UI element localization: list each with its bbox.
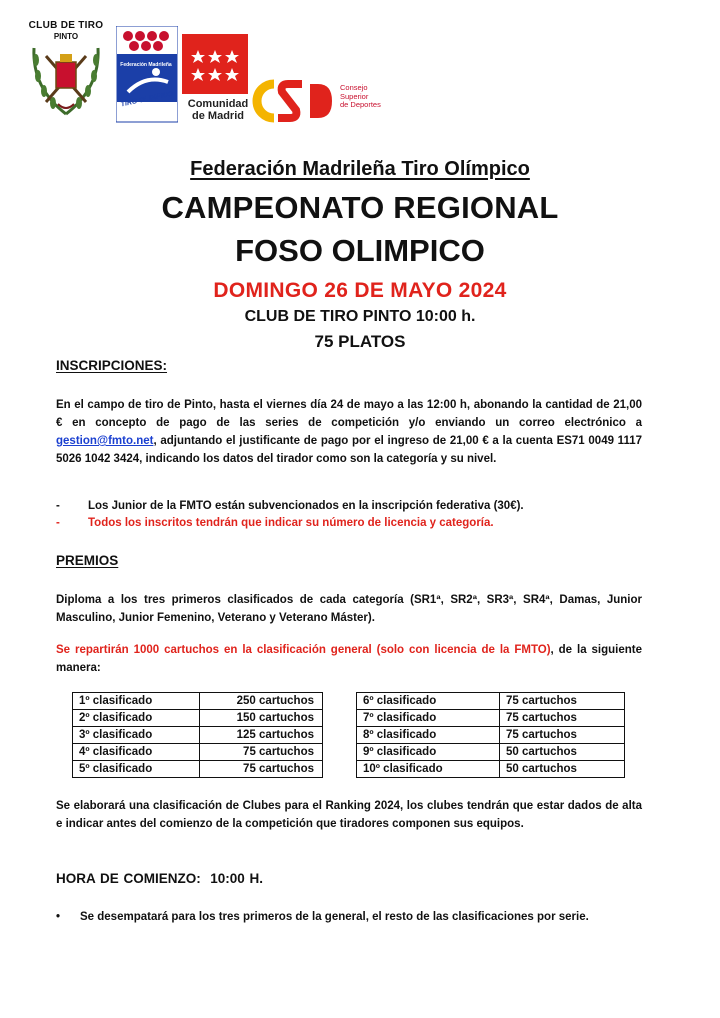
prize-place-cell: 6º clasificado [357, 693, 500, 710]
prize-amount-cell: 125 cartuchos [200, 727, 323, 744]
desempate-bullet [56, 908, 642, 926]
club-tiro-pinto-logo [24, 18, 108, 122]
prize-table-right [356, 692, 625, 778]
prize-amount-cell: 75 cartuchos [500, 727, 625, 744]
prize-row [73, 727, 323, 744]
prize-amount-cell: 75 cartuchos [200, 761, 323, 778]
prize-row [73, 693, 323, 710]
federation-heading: Federación Madrileña Tiro Olímpico [190, 158, 530, 180]
dash-marker: - [56, 517, 60, 529]
prize-row [73, 761, 323, 778]
prize-amount-cell: 75 cartuchos [500, 710, 625, 727]
event-venue: CLUB DE TIRO PINTO 10:00 h. [244, 308, 476, 325]
dash-marker: - [56, 500, 60, 512]
prize-place-cell: 1º clasificado [73, 693, 200, 710]
email-link[interactable]: gestion@fmto.net [56, 435, 154, 447]
inscripciones-heading: INSCRIPCIONES: [56, 358, 168, 373]
prize-amount-cell: 250 cartuchos [200, 693, 323, 710]
prize-place-cell: 3º clasificado [73, 727, 200, 744]
prize-place-cell: 8º clasificado [357, 727, 500, 744]
inscripciones-paragraph: En el campo de tiro de Pinto, hasta el viernes día 24 de mayo a las 12:00 h, abonando la cantidad de 21,00 € en concepto de pago de las series de competición y/o enviando un correo electrónico a gestion@fmto.net, adjuntando el justificante de pago por el ingreso de 21,00 € a la cuenta ES71 0049 1117 5026 1042 3424, indicando los datos del tirador como son la categoría y su nivel. [56, 399, 642, 465]
title-line-1: CAMPEONATO REGIONAL [161, 190, 559, 225]
fmto-logo-bottom-text: TIRO OLIMPICO [120, 90, 174, 109]
prize-place-cell: 2º clasificado [73, 710, 200, 727]
event-date: DOMINGO 26 DE MAYO 2024 [213, 279, 507, 302]
prize-row [73, 744, 323, 761]
club-logo-top-text: CLUB DE TIRO [28, 20, 104, 31]
title-line-2: FOSO OLIMPICO [235, 233, 485, 268]
reparto-paragraph: Se repartirán 1000 cartuchos en la clasificación general (solo con licencia de la FMTO), de la siguiente manera: [56, 644, 642, 674]
prize-amount-cell: 50 cartuchos [500, 761, 625, 778]
prize-row [357, 710, 625, 727]
bullet-licencia-text: Todos los inscritos tendrán que indicar su número de licencia y categoría. [88, 517, 494, 529]
club-logo-bottom-text: PINTO [53, 32, 79, 41]
prize-row [357, 693, 625, 710]
prize-amount-cell: 150 cartuchos [200, 710, 323, 727]
csd-logo [252, 78, 382, 128]
prize-place-cell: 10º clasificado [357, 761, 500, 778]
bullet-junior-text: Los Junior de la FMTO están subvencionados en la inscripción federativa (30€). [88, 500, 524, 512]
prize-amount-cell: 50 cartuchos [500, 744, 625, 761]
desempate-text: Se desempatará para los tres primeros de la general, el resto de las clasificaciones por serie. [80, 911, 589, 923]
event-platos: 75 PLATOS [314, 332, 406, 351]
prize-amount-cell: 75 cartuchos [500, 693, 625, 710]
diploma-paragraph: Diploma a los tres primeros clasificados de cada categoría (SR1ª, SR2ª, SR3ª, SR4ª, Damas, Junior Masculino, Junior Femenino, Veterano y Veterano Máster). [56, 594, 642, 624]
fmto-logo-inner-text: Federación Madrileña [120, 62, 172, 68]
logo-bar [24, 18, 404, 130]
prize-row [357, 761, 625, 778]
prize-amount-cell: 75 cartuchos [200, 744, 323, 761]
premios-heading: PREMIOS [56, 553, 119, 568]
prize-row [73, 710, 323, 727]
hora-comienzo: HORA DE COMIENZO: 10:00 H. [56, 871, 264, 886]
bullet-dot-icon: • [56, 911, 61, 923]
prize-table-left [72, 692, 323, 778]
comunidad-madrid-text: Comunidad de Madrid [187, 98, 249, 122]
prize-row [357, 727, 625, 744]
fmto-logo [116, 26, 176, 126]
clubes-paragraph: Se elaborará una clasificación de Clubes para el Ranking 2024, los clubes tendrán que estar dados de alta e indicar antes del comienzo de la competición que tiradores componen sus equipos. [56, 800, 642, 830]
comunidad-madrid-logo [182, 34, 248, 138]
prize-place-cell: 9º clasificado [357, 744, 500, 761]
csd-logo-text: Consejo Superior de Deportes [340, 83, 381, 109]
prize-place-cell: 7º clasificado [357, 710, 500, 727]
prize-place-cell: 4º clasificado [73, 744, 200, 761]
prize-row [357, 744, 625, 761]
prize-place-cell: 5º clasificado [73, 761, 200, 778]
